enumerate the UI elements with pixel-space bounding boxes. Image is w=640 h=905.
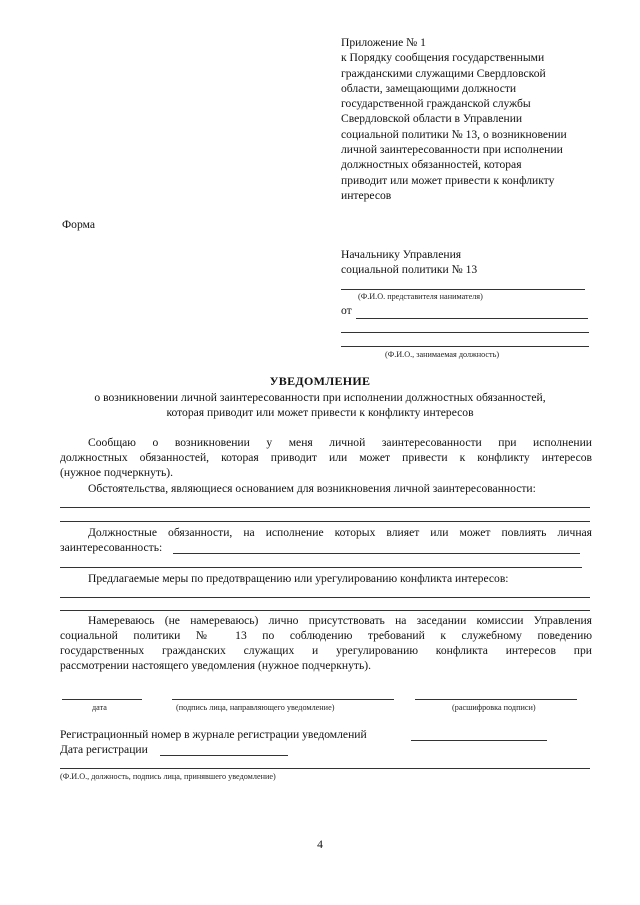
paragraph-2 xyxy=(60,481,592,496)
appendix-line: Приложение № 1 xyxy=(341,36,426,49)
measures-line-2 xyxy=(60,610,590,611)
registration-date-label: Дата регистрации xyxy=(60,743,148,756)
appendix-line: должностных обязанностей, которая xyxy=(341,158,522,172)
receiver-line xyxy=(60,768,590,769)
duties-line-2 xyxy=(60,567,582,568)
appendix-line: гражданскими служащими Свердловской xyxy=(341,66,546,80)
position-caption: (Ф.И.О., занимаемая должность) xyxy=(385,350,500,359)
from-line-2 xyxy=(341,332,589,333)
circumstances-line-2 xyxy=(60,521,590,522)
signature-decode-caption: (расшифровка подписи) xyxy=(452,703,536,712)
p5-line-1: Намереваюсь (не намереваюсь) лично присутствовать на заседании комиссии Управления xyxy=(88,614,592,627)
paragraph-5 xyxy=(60,613,592,673)
registration-number-line xyxy=(411,740,547,741)
date-caption: дата xyxy=(92,703,107,712)
date-line xyxy=(62,699,142,700)
form-label: Форма xyxy=(62,218,95,231)
duties-line-1 xyxy=(173,553,580,554)
representative-caption: (Ф.И.О. представителя нанимателя) xyxy=(358,292,483,301)
from-line xyxy=(356,318,588,319)
signature-decode-line xyxy=(415,699,577,700)
addressee-line-2: социальной политики № 13 xyxy=(341,263,478,276)
paragraph-4 xyxy=(60,571,592,586)
appendix-line: государственной гражданской службы xyxy=(341,97,531,111)
signature-line xyxy=(172,699,394,700)
paragraph-3 xyxy=(60,525,592,555)
from-label: от xyxy=(341,304,352,317)
p5-line-4: рассмотрении настоящего уведомления (нужное подчеркнуть). xyxy=(60,659,372,672)
p1-line-3: (нужное подчеркнуть). xyxy=(60,466,173,479)
appendix-line: Свердловской области в Управлении xyxy=(341,112,523,126)
page-number: 4 xyxy=(317,838,323,851)
appendix-line: области, замещающими должности xyxy=(341,81,517,95)
subtitle-line-2: которая приводит или может привести к конфликту интересов xyxy=(166,406,474,419)
representative-name-line xyxy=(341,289,585,290)
subtitle-line-1: о возникновении личной заинтересованности при исполнении должностных обязанностей, xyxy=(94,391,546,404)
from-line-3 xyxy=(341,346,589,347)
p1-line-1: Сообщаю о возникновении у меня личной заинтересованности при исполнении xyxy=(88,436,592,449)
registration-number-label: Регистрационный номер в журнале регистрации уведомлений xyxy=(60,728,367,741)
circumstances-line-1 xyxy=(60,507,590,508)
measures-line-1 xyxy=(60,597,590,598)
p1-line-2: должностных обязанностей, которая приводит или может привести к конфликту интересов xyxy=(60,451,592,464)
document-title: УВЕДОМЛЕНИЕ xyxy=(269,374,371,388)
registration-date-line xyxy=(160,755,288,756)
p5-line-2: социальной политики № 13 по соблюдению требований к служебному поведению xyxy=(60,629,592,642)
appendix-line: приводит или может привести к конфликту xyxy=(341,173,555,187)
p3-line-2: заинтересованность: xyxy=(60,541,163,554)
receiver-caption: (Ф.И.О., должность, подпись лица, принявшего уведомление) xyxy=(60,772,276,781)
appendix-line: личной заинтересованности при исполнении xyxy=(341,143,563,157)
signature-caption: (подпись лица, направляющего уведомление) xyxy=(176,703,335,712)
p3-line-1: Должностные обязанности, на исполнение которых влияет или может повлиять личная xyxy=(88,526,592,539)
appendix-line: социальной политики № 13, о возникновении xyxy=(341,127,567,141)
appendix-block xyxy=(341,35,611,203)
p5-line-3: государственных гражданских служащих и урегулированию конфликта интересов при xyxy=(60,644,592,657)
paragraph-1 xyxy=(60,435,592,480)
p4-line: Предлагаемые меры по предотвращению или урегулированию конфликта интересов: xyxy=(88,572,509,585)
addressee-line-1: Начальнику Управления xyxy=(341,248,462,261)
appendix-line: к Порядку сообщения государственными xyxy=(341,51,545,65)
appendix-line: интересов xyxy=(341,188,392,202)
p2-line: Обстоятельства, являющиеся основанием для возникновения личной заинтересованности: xyxy=(88,482,536,495)
